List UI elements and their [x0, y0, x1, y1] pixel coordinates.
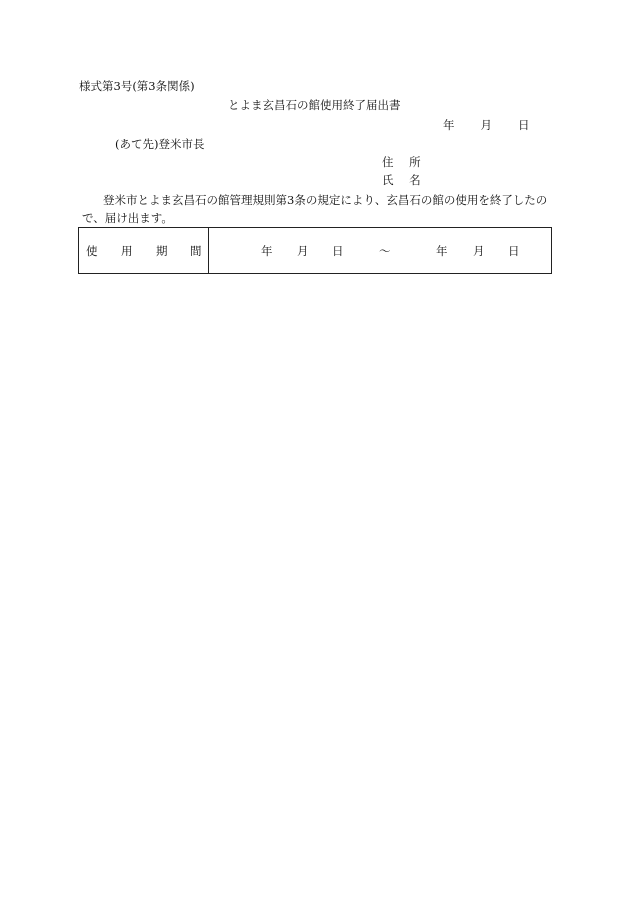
- applicant-address-label: 住 所: [382, 155, 427, 169]
- body-text-line-1: 登米市とよま玄昌石の館管理規則第3条の規定により、玄昌石の館の使用を終了したの: [103, 193, 548, 207]
- date-month-label: 月: [480, 118, 492, 132]
- label-char: 使: [86, 244, 98, 258]
- submission-date-line: [443, 120, 530, 132]
- label-char: 間: [190, 244, 202, 258]
- end-day-label: 日: [508, 244, 520, 258]
- end-month-label: 月: [473, 244, 485, 258]
- body-text-line-2: で、届け出ます。: [82, 211, 173, 225]
- usage-period-table: [78, 227, 552, 274]
- start-month-label: 月: [297, 244, 309, 258]
- document-title: とよま玄昌石の館使用終了届出書: [228, 98, 401, 112]
- date-day-label: 日: [518, 118, 530, 132]
- start-year-label: 年: [261, 244, 273, 258]
- usage-period-label-cell: [79, 228, 209, 273]
- start-day-label: 日: [332, 244, 344, 258]
- form-number: 様式第3号(第3条関係): [79, 79, 195, 93]
- date-year-label: 年: [443, 118, 455, 132]
- end-year-label: 年: [436, 244, 448, 258]
- addressee: (あて先)登米市長: [115, 137, 205, 151]
- label-char: 用: [121, 244, 133, 258]
- period-separator: 〜: [379, 244, 391, 258]
- usage-period-value-cell[interactable]: [209, 228, 551, 273]
- applicant-name-label: 氏 名: [382, 173, 427, 187]
- label-char: 期: [156, 244, 168, 258]
